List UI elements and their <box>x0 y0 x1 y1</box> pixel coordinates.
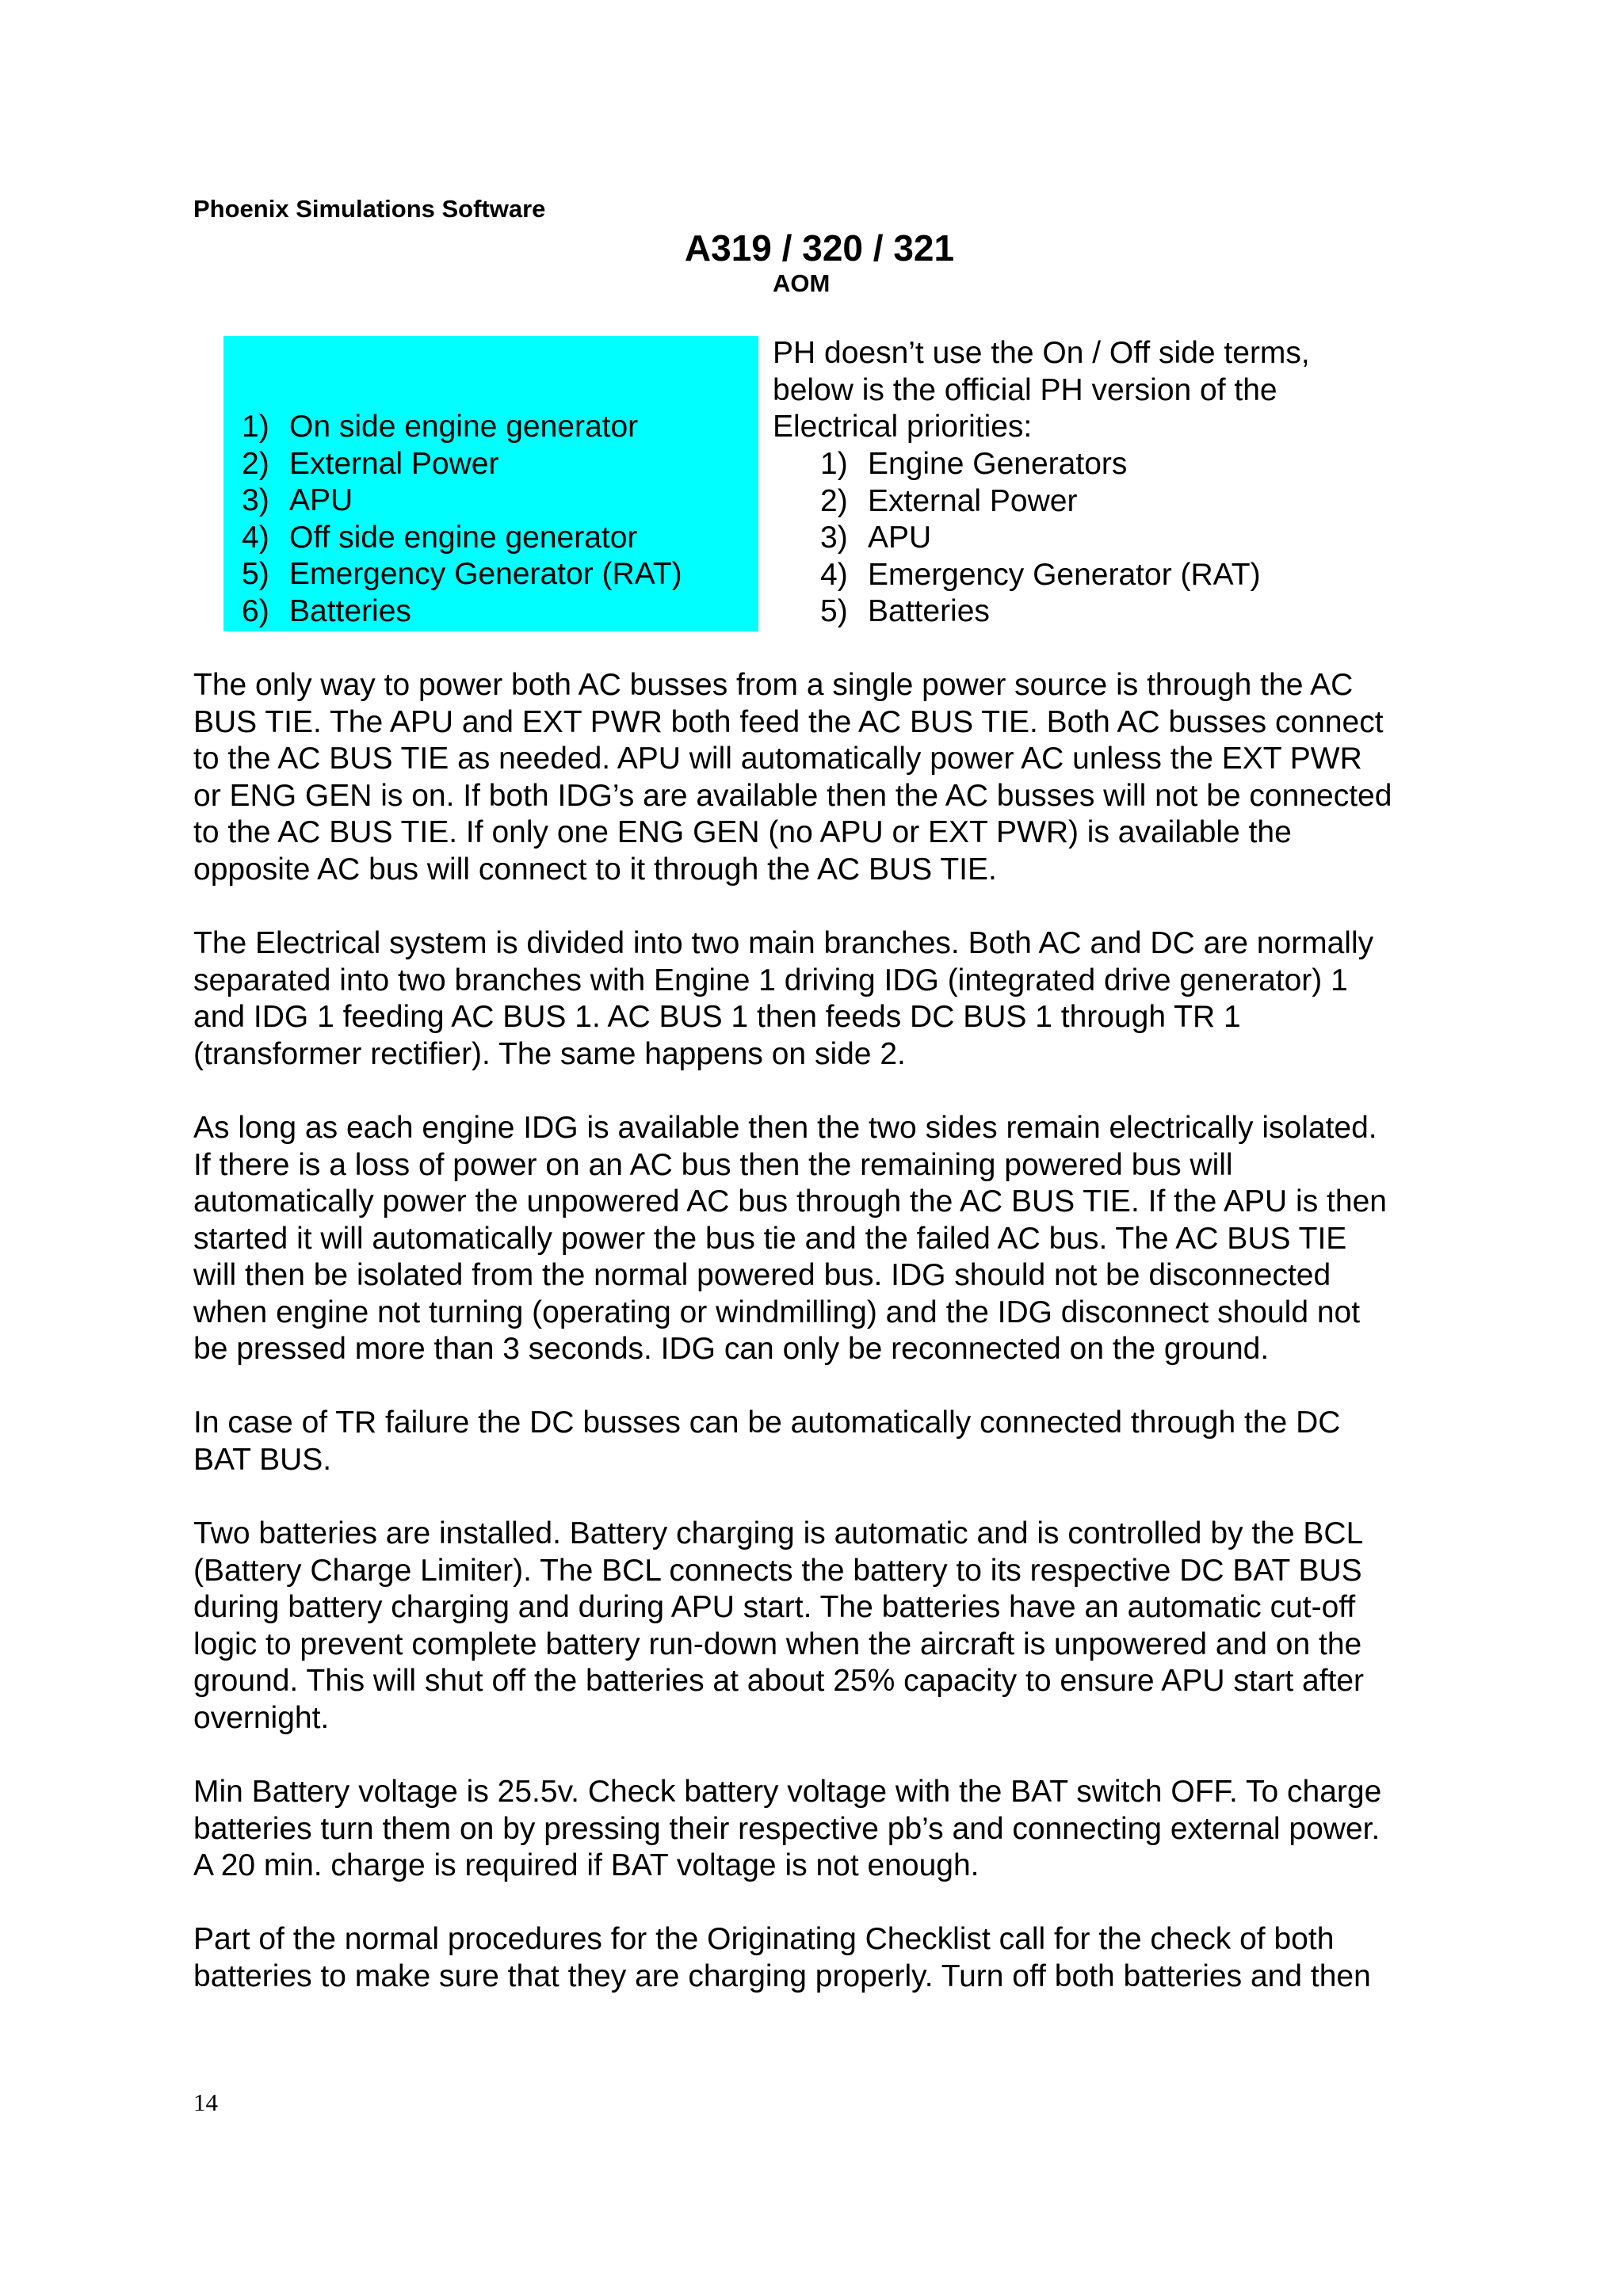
paragraph-line: BAT BUS. <box>193 1442 332 1477</box>
list-item-text: APU <box>289 483 353 517</box>
paragraph-line: Part of the normal procedures for the Originating Checklist call for the check of both <box>193 1922 1335 1956</box>
paragraph-line: batteries turn them on by pressing their respective pb’s and connecting external power. <box>193 1811 1381 1846</box>
list-item-number: 1) <box>242 410 269 444</box>
list-item <box>242 409 682 446</box>
list-item <box>242 556 682 593</box>
paragraph-line: or ENG GEN is on. If both IDG’s are available then the AC busses will not be connected <box>193 778 1392 813</box>
paragraph-line: (Battery Charge Limiter). The BCL connects the battery to its respective DC BAT BUS <box>193 1553 1362 1588</box>
list-item-number: 6) <box>242 593 269 628</box>
paragraph-originating-checklist <box>193 1921 1371 1995</box>
list-item-number: 3) <box>242 483 269 517</box>
list-item-text: Emergency Generator (RAT) <box>289 557 682 591</box>
list-item-text: Emergency Generator (RAT) <box>868 557 1261 592</box>
document-title <box>0 227 1623 269</box>
paragraph-line: opposite AC bus will connect to it through the AC BUS TIE. <box>193 852 997 887</box>
list-item <box>820 593 1261 631</box>
list-item-number: 2) <box>242 446 269 481</box>
list-item <box>242 520 682 557</box>
paragraph-line: (transformer rectifier). The same happens on side 2. <box>193 1036 906 1071</box>
paragraph-line: overnight. <box>193 1700 330 1735</box>
list-item-text: Off side engine generator <box>289 520 638 555</box>
on-off-side-priority-list <box>242 409 682 630</box>
list-item-text: Batteries <box>868 594 990 628</box>
list-item-text: Batteries <box>289 593 411 628</box>
document-title-text: A319 / 320 / 321 <box>684 227 955 269</box>
paragraph-line: The Electrical system is divided into two main branches. Both AC and DC are normally <box>193 926 1374 960</box>
paragraph-line: be pressed more than 3 seconds. IDG can only be reconnected on the ground. <box>193 1332 1270 1366</box>
paragraph-line: Min Battery voltage is 25.5v. Check battery voltage with the BAT switch OFF. To charge <box>193 1775 1382 1809</box>
paragraph-battery-voltage <box>193 1774 1381 1885</box>
paragraph-line: and IDG 1 feeding AC BUS 1. AC BUS 1 then feeds DC BUS 1 through TR 1 <box>193 1000 1241 1034</box>
page-number: 14 <box>193 2088 218 2116</box>
list-item-number: 2) <box>820 483 848 518</box>
paragraph-line: will then be isolated from the normal powered bus. IDG should not be disconnected <box>193 1258 1331 1292</box>
intro-line: below is the official PH version of the <box>773 372 1277 407</box>
paragraph-line: automatically power the unpowered AC bus through the AC BUS TIE. If the APU is then <box>193 1184 1387 1219</box>
list-item-text: External Power <box>868 483 1078 518</box>
paragraph-line: when engine not turning (operating or windmilling) and the IDG disconnect should not <box>193 1295 1361 1329</box>
list-item <box>820 483 1261 521</box>
list-item-text: External Power <box>289 446 499 481</box>
list-item-text: Engine Generators <box>868 447 1128 481</box>
list-item-number: 5) <box>242 557 269 591</box>
paragraph-line: As long as each engine IDG is available then the two sides remain electrically isolated. <box>193 1111 1377 1145</box>
list-item-number: 1) <box>820 447 848 481</box>
intro-line: Electrical priorities: <box>773 410 1033 444</box>
company-name: Phoenix Simulations Software <box>193 195 546 223</box>
paragraph-line: If there is a loss of power on an AC bus then the remaining powered bus will <box>193 1147 1233 1182</box>
document-subtitle: AOM <box>773 269 831 297</box>
list-item <box>242 482 682 520</box>
paragraph-line: separated into two branches with Engine 1 driving IDG (integrated drive generator) 1 <box>193 963 1348 997</box>
list-item-number: 3) <box>820 521 848 555</box>
paragraph-batteries <box>193 1516 1364 1737</box>
paragraph-line: to the AC BUS TIE. If only one ENG GEN (no APU or EXT PWR) is available the <box>193 815 1292 849</box>
list-item <box>242 446 682 483</box>
intro-line: PH doesn’t use the On / Off side terms, <box>773 336 1310 370</box>
ph-priorities-intro <box>773 335 1310 446</box>
paragraph-line: In case of TR failure the DC busses can be automatically connected through the DC <box>193 1405 1341 1440</box>
list-item <box>820 520 1261 557</box>
ph-priority-list <box>820 446 1261 631</box>
paragraph-idg-isolation <box>193 1110 1387 1368</box>
list-item <box>820 446 1261 483</box>
list-item-number: 4) <box>820 557 848 592</box>
list-item-text: APU <box>868 521 932 555</box>
list-item-number: 4) <box>242 520 269 555</box>
paragraph-line: A 20 min. charge is required if BAT voltage is not enough. <box>193 1848 980 1882</box>
list-item-number: 5) <box>820 594 848 628</box>
list-item <box>242 593 682 631</box>
paragraph-tr-failure <box>193 1405 1340 1478</box>
paragraph-line: logic to prevent complete battery run-down when the aircraft is unpowered and on the <box>193 1627 1362 1661</box>
paragraph-ac-bus-tie <box>193 667 1392 888</box>
paragraph-line: BUS TIE. The APU and EXT PWR both feed the AC BUS TIE. Both AC busses connect <box>193 704 1384 739</box>
paragraph-line: to the AC BUS TIE as needed. APU will automatically power AC unless the EXT PWR <box>193 742 1362 776</box>
paragraph-electrical-branches <box>193 925 1373 1073</box>
paragraph-line: Two batteries are installed. Battery charging is automatic and is controlled by the BCL <box>193 1516 1364 1550</box>
list-item-text: On side engine generator <box>289 410 639 444</box>
paragraph-line: during battery charging and during APU start. The batteries have an automatic cut-off <box>193 1590 1356 1624</box>
paragraph-line: The only way to power both AC busses from a single power source is through the AC <box>193 668 1354 702</box>
paragraph-line: ground. This will shut off the batteries at about 25% capacity to ensure APU start after <box>193 1664 1365 1698</box>
paragraph-line: batteries to make sure that they are charging properly. Turn off both batteries and then <box>193 1958 1371 1993</box>
list-item <box>820 557 1261 594</box>
paragraph-line: started it will automatically power the bus tie and the failed AC bus. The AC BUS TIE <box>193 1221 1347 1256</box>
